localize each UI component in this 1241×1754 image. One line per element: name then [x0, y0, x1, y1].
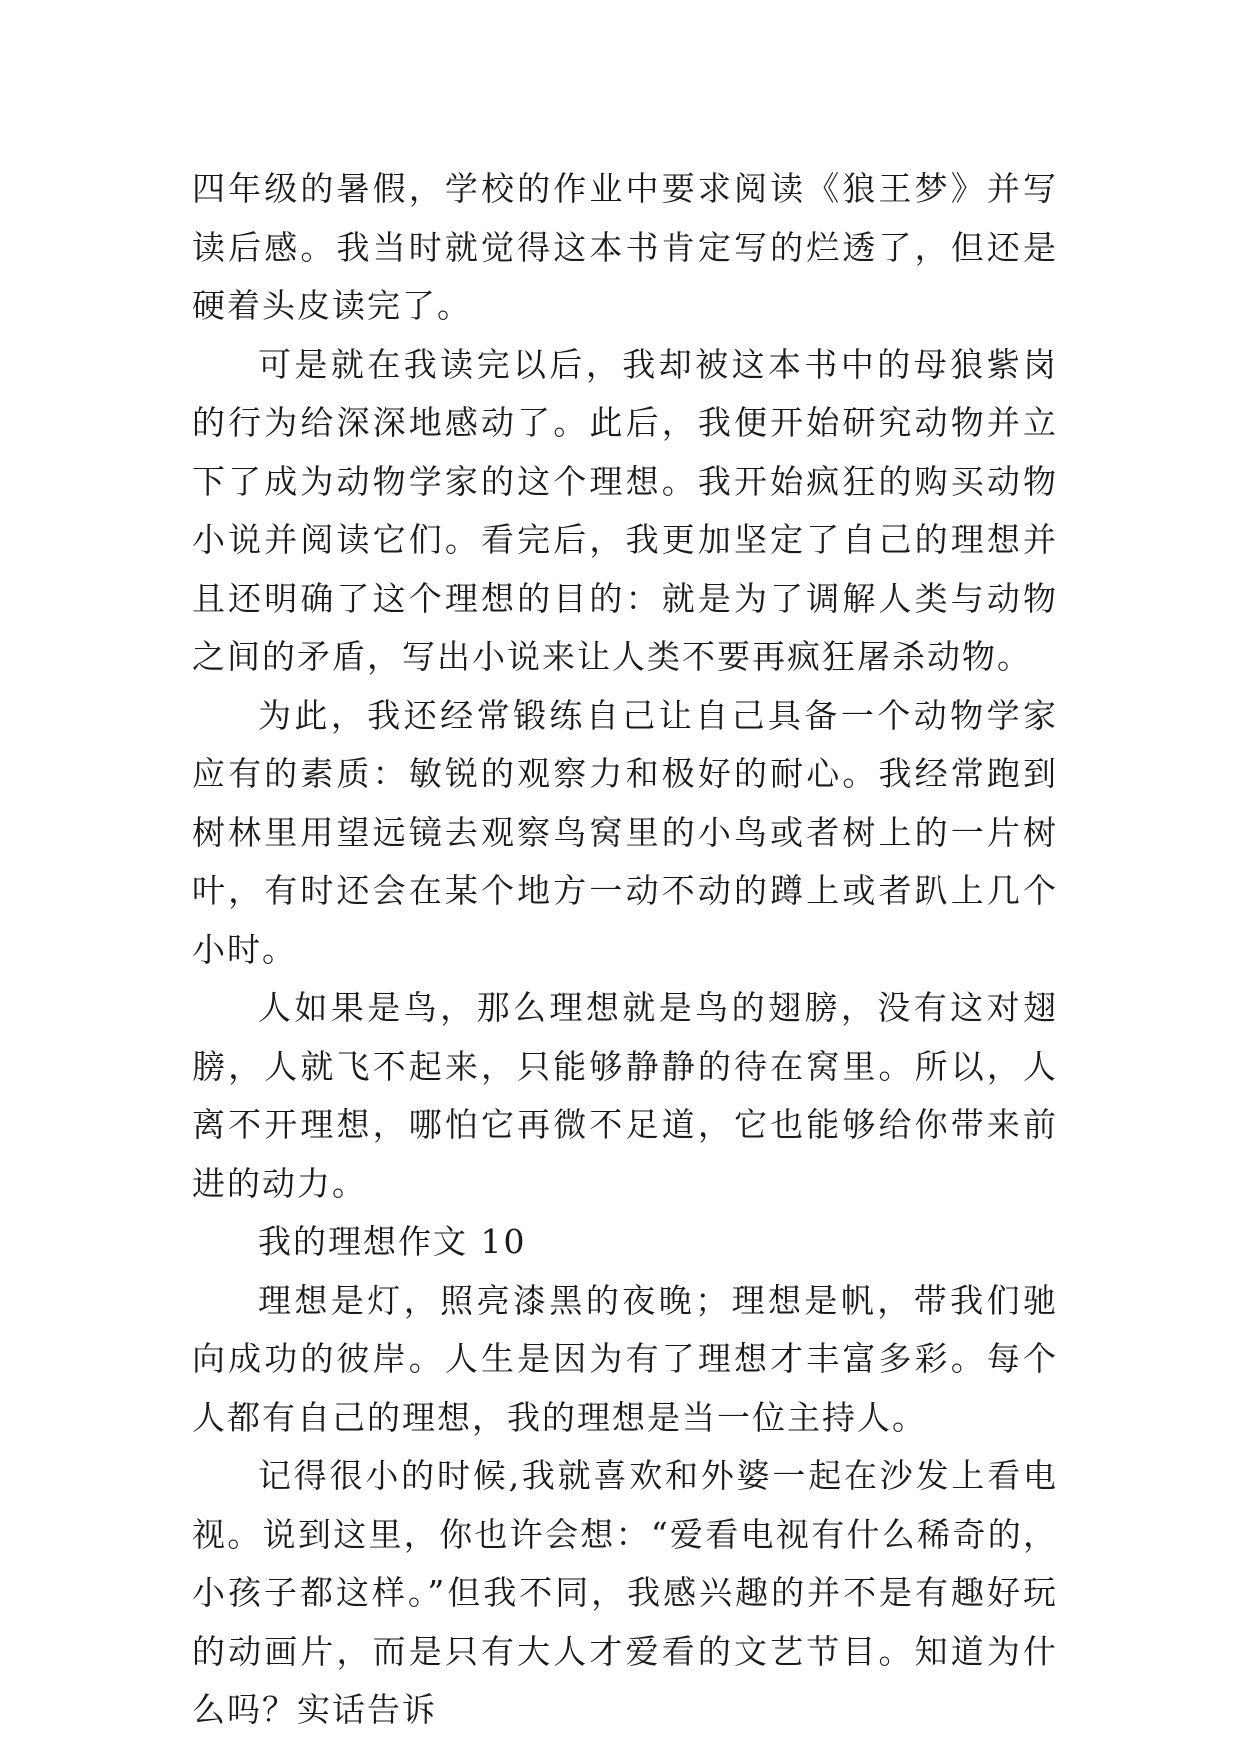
document-body	[192, 160, 1058, 1740]
paragraph-5: 理想是灯，照亮漆黑的夜晚；理想是帆，带我们驰向成功的彼岸。人生是因为有了理想才丰富多彩。每个人都有自己的理想，我的理想是当一位主持人。	[192, 1280, 1058, 1437]
section-heading: 我的理想作文 10	[258, 1222, 527, 1261]
paragraph-3: 为此，我还经常锻练自己让自己具备一个动物学家应有的素质：敏锐的观察力和极好的耐心。我经常跑到树林里用望远镜去观察鸟窝里的小鸟或者树上的一片树叶，有时还会在某个地方一动不动的蹲上或者趴上几个小时。	[192, 695, 1058, 969]
paragraph-1: 四年级的暑假，学校的作业中要求阅读《狼王梦》并写读后感。我当时就觉得这本书肯定写的烂透了，但还是硬着头皮读完了。	[192, 169, 1058, 325]
paragraph-2: 可是就在我读完以后，我却被这本书中的母狼紫岗的行为给深深地感动了。此后，我便开始研究动物并立下了成为动物学家的这个理想。我开始疯狂的购买动物小说并阅读它们。看完后，我更加坚定了自己的理想并且还明确了这个理想的目的：就是为了调解人类与动物之间的矛盾，写出小说来让人类不要再疯狂屠杀动物。	[192, 344, 1058, 676]
paragraph-4: 人如果是鸟，那么理想就是鸟的翅膀，没有这对翅膀，人就飞不起来，只能够静静的待在窝里。所以，人离不开理想，哪怕它再微不足道，它也能够给你带来前进的动力。	[192, 988, 1058, 1203]
paragraph-6: 记得很小的时候,我就喜欢和外婆一起在沙发上看电视。说到这里，你也许会想：“爱看电视有什么稀奇的，小孩子都这样。”但我不同，我感兴趣的并不是有趣好玩的动画片，而是只有大人才爱看的文艺节目。知道为什么吗？实话告诉	[192, 1456, 1058, 1729]
